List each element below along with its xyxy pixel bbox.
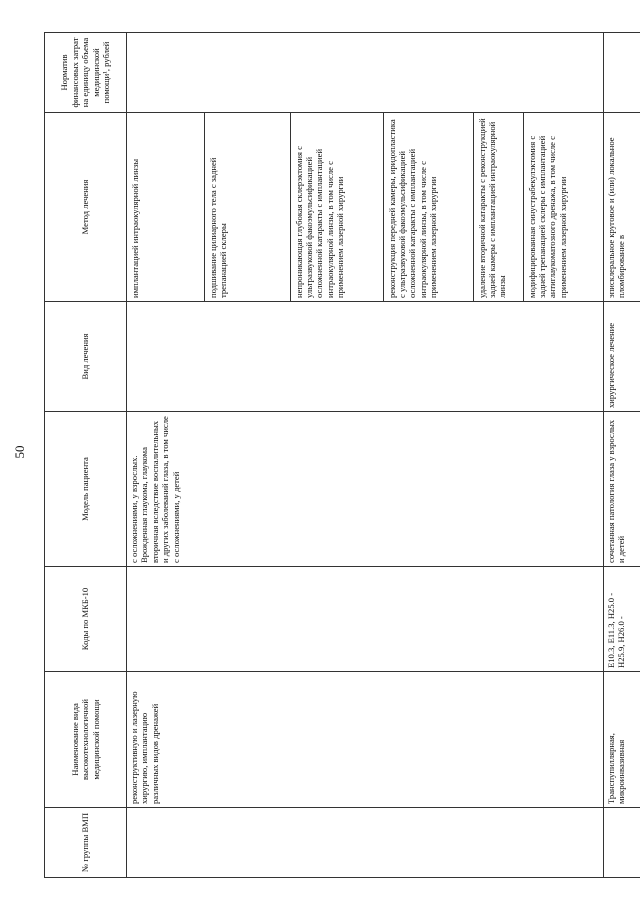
header-treatment-type: Вид лечения	[45, 302, 127, 412]
header-patient-model: Модель пациента	[45, 412, 127, 567]
row1-icd-codes	[127, 567, 604, 672]
row2-vmp-name: Транспупиллярная, микроинвазивная	[604, 672, 640, 808]
header-financial-norm: Норматив финансовых затрат на единицу объема медицинской помощи¹, рублей	[45, 33, 127, 113]
row1-vmp-name: реконструктивную и лазерную хирургию, имплантацию различных видов дренажей	[127, 672, 604, 808]
row1-treatment-type	[127, 302, 604, 412]
table-row	[604, 33, 640, 878]
method-item: имплантацией интраокулярной линзы	[127, 113, 204, 301]
header-group-number: № группы ВМП	[45, 808, 127, 878]
header-vmp-name: Наименование вида высокотехнологичной медицинской помощи	[45, 672, 127, 808]
method-item: модифицированная синустрабекулэктомия с задней трепанацией склеры с имплантацией антиглаукоматозного дренажа, в том числе с применением лазерной хирургии	[526, 135, 568, 298]
row2-group-number	[604, 808, 640, 878]
row2-icd-codes: E10.3, E11.3, H25.0 - H25.9, H26.0 -	[604, 567, 640, 672]
page-number: 50	[12, 445, 27, 459]
row2-financial-norm	[604, 33, 640, 113]
header-treatment-method: Метод лечения	[45, 113, 127, 302]
row1-group-number	[127, 808, 604, 878]
method-item: удаление вторичной катаракты с реконструкцией задней камеры с имплантацией интраокулярной линзы	[473, 113, 523, 301]
row1-patient-model: с осложнениями, у взрослых. Врожденная глаукома, глаукома вторичная вследствие воспалительных и других заболеваний глаза, в том числе с осложнениями, у детей	[127, 412, 604, 567]
method-item: реконструкция передней камеры, иридопластика с ультразвуковой факоэмульсификацией осложненной катаракты с имплантацией интраокулярной линзы, в том числе с применением лазерной хирургии	[383, 113, 473, 301]
row2-patient-model: сочетанная патология глаза у взрослых и детей	[604, 412, 640, 567]
table-header-row	[45, 33, 127, 878]
vmp-table	[44, 32, 640, 878]
row1-methods	[127, 113, 604, 302]
header-icd-codes: Коды по МКБ-10	[45, 567, 127, 672]
method-item: непроникающая глубокая склерэктомия с ультразвуковой факоэмульсификацией осложненной катаракты с имплантацией интраокулярной линзы, в том числе с применением лазерной хирургии	[290, 113, 383, 301]
table-row	[127, 33, 604, 878]
methods-list	[127, 113, 603, 301]
rotated-page-content	[44, 33, 627, 878]
row2-treatment-method: эписклеральное круговое и (или) локальное пломбирование в	[604, 113, 640, 302]
row2-treatment-type: хирургическое лечение	[604, 302, 640, 412]
method-item: подшивание цилиарного тела с задней трепанацией склеры	[204, 113, 290, 301]
row1-financial-norm	[127, 33, 604, 113]
